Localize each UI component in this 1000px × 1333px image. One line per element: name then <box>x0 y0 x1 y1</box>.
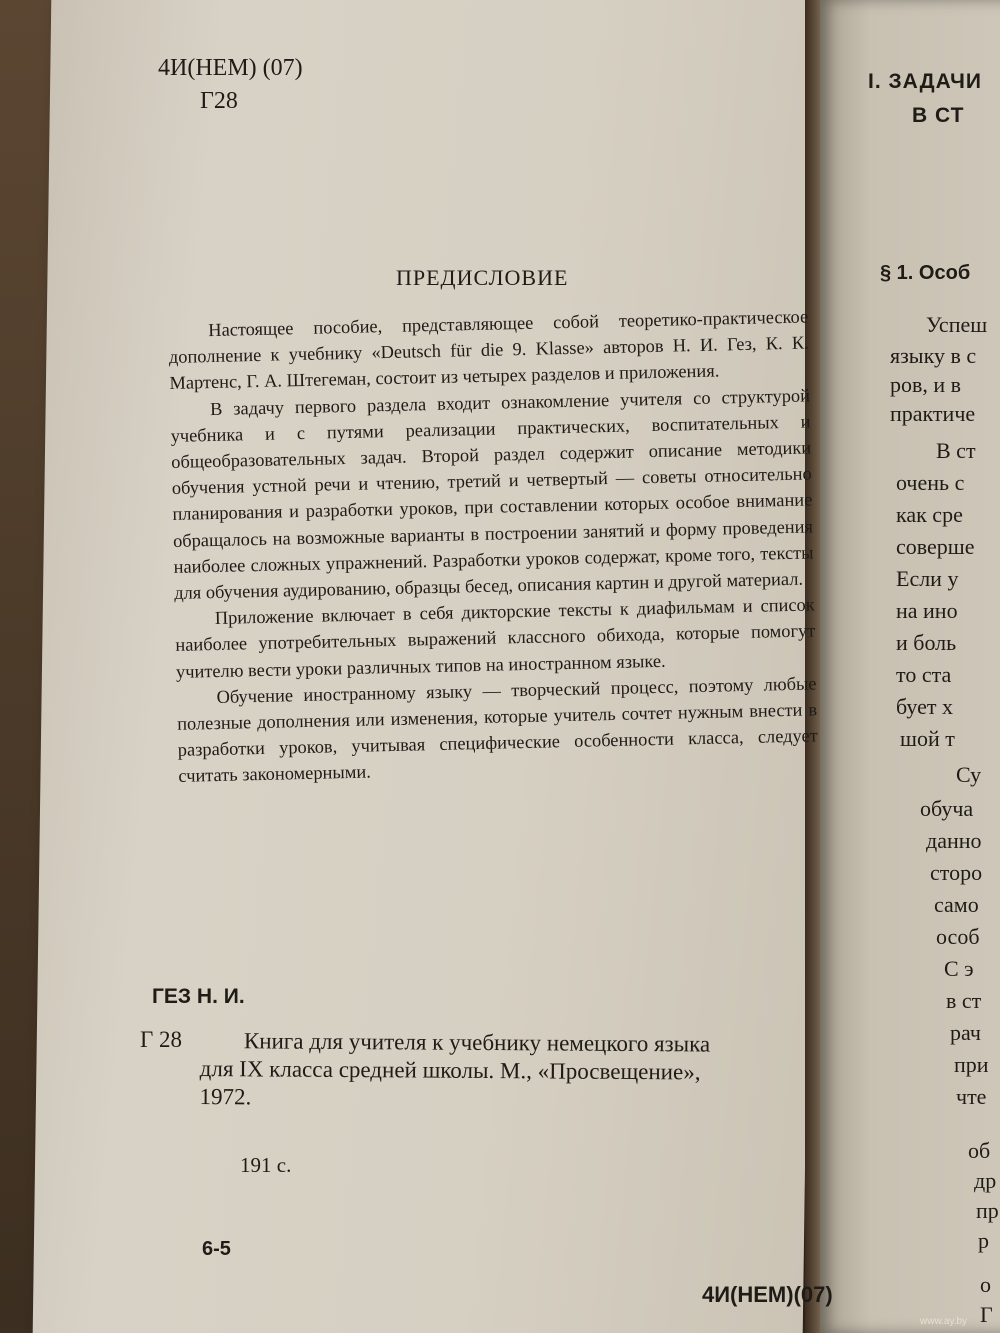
book-description <box>199 1027 860 1116</box>
right-line: р <box>978 1228 989 1253</box>
right-line: Успеш <box>926 312 988 337</box>
section-heading: § 1. Особ <box>880 262 971 284</box>
page-title: ПРЕДИСЛОВИЕ <box>396 265 569 290</box>
chapter-heading-line-2: В СТ <box>912 104 965 127</box>
catalog-index: Г 28 <box>140 1027 183 1052</box>
right-line: языку в с <box>890 343 977 368</box>
right-line: чте <box>956 1084 987 1109</box>
right-line: особ <box>936 924 980 949</box>
right-line: Г <box>980 1302 993 1327</box>
right-line: соверше <box>896 534 975 559</box>
right-line: о <box>980 1272 991 1297</box>
right-line: обуча <box>920 796 974 821</box>
right-line: др <box>974 1168 997 1193</box>
right-line: на ино <box>896 598 958 623</box>
right-line: то ста <box>896 662 952 687</box>
preface-body <box>168 303 819 789</box>
catalog-code-bottom: 4И(НЕМ)(07) <box>702 1282 833 1307</box>
right-line: пр <box>976 1198 999 1223</box>
right-line: при <box>954 1052 989 1077</box>
right-line: Су <box>956 762 982 787</box>
preface-paragraph-1: Настоящее пособие, представляющее собой теоретико-практическое дополнение к учебнику «Deutsch für die 9. Klasse» авторов Н. И. Гез, К. К. Мартенс, Г. А. Штегеман, состоит из четырех разделов и приложения. <box>168 306 809 394</box>
right-page-text <box>840 0 1000 1333</box>
preface-paragraph-3: Приложение включает в себя дикторские тексты к диафильмам и список наиболее употребительных выражений классного обихода, которые помогут учителю вести уроки различных типов на иностранном языке. <box>175 594 816 682</box>
book-description-line-1: Книга для учителя к учебнику немецкого языка <box>243 1028 711 1057</box>
page-count: 191 с. <box>240 1153 292 1177</box>
right-line: В ст <box>936 438 976 463</box>
right-line: ров, и в <box>890 372 962 397</box>
right-line: само <box>934 892 979 917</box>
preface-paragraph-2: В задачу первого раздела входит ознакомление учителя со структурой учебника и с путями реализации практических, воспитательных и общеобразовательных задач. Второй раздел содержит описание методики обучения устной речи и чтению, третий и четвертый — советы относительно планирования и разработки уроков, при составлении которых особое внимание обращалось на возможные варианты в построении занятий и форму проведения наиболее сложных упражнений. Разработки уроков содержат, кроме того, тексты для обучения аудированию, образцы бесед, описания картин и другой материал. <box>170 385 814 603</box>
right-line: очень с <box>896 470 965 495</box>
book-description-line-3: 1972. <box>199 1083 252 1110</box>
watermark: www.ay.by <box>920 1316 968 1327</box>
right-line: бует х <box>896 694 953 719</box>
preface-paragraph-4: Обучение иностранному языку — творческий процесс, поэтому любые полезные дополнения или изменения, которые учитель сочтет нужным внести в разработки уроков, учитывая специфические особенности класса, следует считать закономерными. <box>176 673 818 787</box>
author-name: ГЕЗ Н. И. <box>152 985 245 1008</box>
right-line: данно <box>926 828 982 853</box>
book-description-line-2: для IX класса средней школы. М., «Просвещение», <box>199 1055 701 1085</box>
right-line: рач <box>950 1020 981 1045</box>
chapter-heading-line-1: I. ЗАДАЧИ <box>868 70 982 93</box>
right-line: шой т <box>900 726 955 751</box>
print-code: 6-5 <box>202 1238 231 1260</box>
index-code-top: Г28 <box>200 88 238 114</box>
right-line: сторо <box>930 860 983 885</box>
right-line: об <box>968 1138 991 1163</box>
right-line: в ст <box>946 988 982 1013</box>
right-line: и боль <box>896 630 957 655</box>
right-line: С э <box>944 956 974 981</box>
catalog-code-top: 4И(НЕМ) (07) <box>158 55 303 81</box>
right-line: как сре <box>896 502 963 527</box>
right-line: Если у <box>896 566 959 591</box>
right-line: практиче <box>890 401 976 426</box>
